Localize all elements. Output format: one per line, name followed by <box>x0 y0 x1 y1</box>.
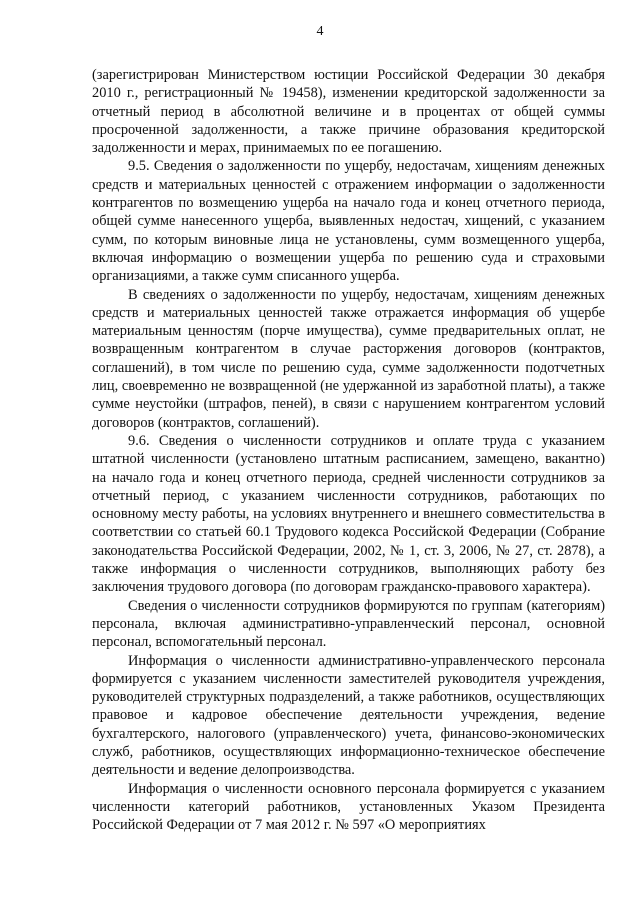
paragraph-core-staff: Информация о численности основного персонала формируется с указанием численности категорий работников, установленных Указом Президента Российской Федерации от 7 мая 2012 г. № 597 «О мероприятиях <box>92 780 605 834</box>
paragraph-continuation: (зарегистрирован Министерством юстиции Российской Федерации 30 декабря 2010 г., регистрационный № 19458), изменении кредиторской задолженности за отчетный период в абсолютной величине и в процентах от общей суммы просроченной задолженности, а также причине образования кредиторской задолженности и мерах, принимаемых по ее погашению. <box>92 67 605 157</box>
paragraph-staff-groups: Сведения о численности сотрудников формируются по группам (категориям) персонала, включая административно-управленческий персонал, основной персонал, вспомогательный персонал. <box>92 597 605 651</box>
paragraph-damage-details: В сведениях о задолженности по ущербу, недостачам, хищениям денежных средств и материальных ценностей также отражается информация об ущербе материальным ценностям (порче имущества), сумме предварительных оплат, не возвращенным контрагентом в случае расторжения договоров (контрактов, соглашений), в том числе по решению суда, сумме задолженности подотчетных лиц, своевременно не возвращенной (не удержанной из заработной платы), а также сумме неустойки (штрафов, пеней), в связи с нарушением контрагентом условий договоров (контрактов, соглашений). <box>92 286 605 431</box>
paragraph-9-6: 9.6. Сведения о численности сотрудников и оплате труда с указанием штатной численности (установлено штатным расписанием, замещено, вакантно) на начало года и конец отчетного периода, средней численности сотрудников за отчетный период, с указанием численности сотрудников, работающих по основному месту работы, на условиях внутреннего и внешнего совместительства в соответствии со статьей 60.1 Трудового кодекса Российской Федерации (Собрание законодательства Российской Федерации, 2002, № 1, ст. 3, 2006, № 27, ст. 2878), а также информация о численности сотрудников, выполняющих работу без заключения трудового договора (по договорам гражданско-правового характера). <box>92 432 605 596</box>
paragraph-9-5: 9.5. Сведения о задолженности по ущербу, недостачам, хищениям денежных средств и материальных ценностей с отражением информации о задолженности контрагентов по возмещению ущерба на начало года и конец отчетного периода, общей сумме нанесенного ущерба, выявленных недостач, хищений, с указанием сумм, по которым виновные лица не установлены, сумм возмещенного ущерба, включая информацию о возмещении ущерба по решению суда и страховыми организациями, а также сумм списанного ущерба. <box>92 158 605 285</box>
page-number: 4 <box>316 24 324 39</box>
document-body <box>92 66 605 834</box>
paragraph-admin-staff: Информация о численности административно-управленческого персонала формируется с указанием численности заместителей руководителя учреждения, руководителей структурных подразделений, а также работников, осуществляющих правовое и кадровое обеспечение деятельности учреждения, ведение бухгалтерского, налогового (управленческого) учета, финансово-экономических служб, работников, осуществляющих информационно-техническое обеспечение деятельности и ведение делопроизводства. <box>92 652 605 779</box>
